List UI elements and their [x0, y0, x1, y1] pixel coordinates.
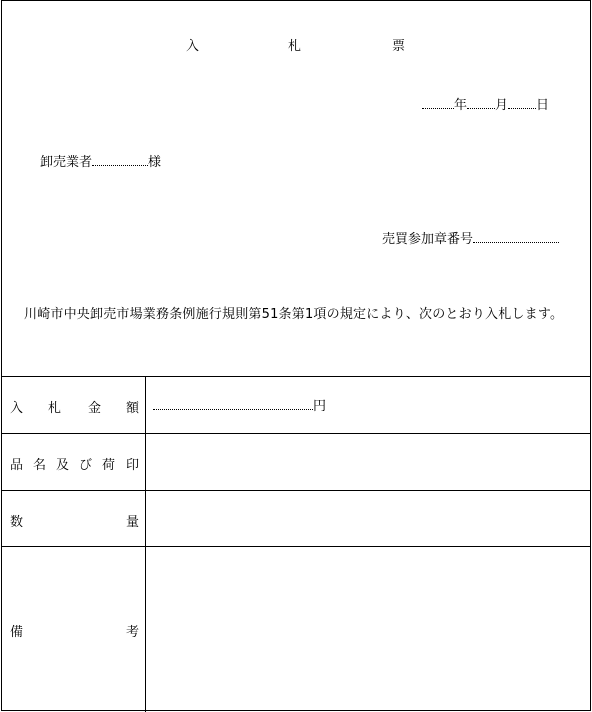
product-label-char: 及: [56, 458, 70, 473]
day-label: 日: [536, 98, 550, 113]
row-remarks: [2, 546, 590, 712]
recipient-suffix: 様: [148, 155, 162, 170]
title-char-1: 入: [186, 39, 200, 54]
row-product: [2, 433, 590, 490]
month-label: 月: [495, 98, 509, 113]
year-label: 年: [454, 98, 468, 113]
amount-label-char: 金: [88, 401, 102, 416]
title-char-3: 票: [392, 39, 406, 54]
amount-unit: 円: [313, 399, 327, 414]
product-label-char: 品: [10, 458, 24, 473]
recipient-prefix: 卸売業者: [40, 155, 93, 170]
participant-label: 売買参加章番号: [382, 232, 474, 247]
quantity-label-char: 量: [126, 515, 140, 530]
product-label-char: 名: [33, 458, 47, 473]
amount-input[interactable]: [153, 397, 313, 410]
wholesaler-name-field[interactable]: [92, 153, 148, 166]
amount-cell: [147, 377, 590, 433]
row-quantity: [2, 490, 590, 546]
participant-number-field[interactable]: [473, 230, 559, 243]
amount-label-char: 札: [48, 401, 62, 416]
amount-value: [153, 397, 326, 415]
amount-label-char: 額: [126, 401, 140, 416]
day-field[interactable]: [508, 96, 536, 109]
product-label-char: 荷: [102, 458, 116, 473]
year-field[interactable]: [422, 96, 454, 109]
product-label-char: び: [79, 458, 93, 473]
quantity-label-char: 数: [10, 515, 24, 530]
quantity-label: [2, 491, 146, 546]
recipient-line: [40, 153, 161, 171]
participant-line: [382, 230, 559, 248]
row-amount: [2, 376, 590, 433]
date-line: [422, 96, 549, 114]
amount-label-char: 入: [10, 401, 24, 416]
remarks-label-char: 考: [126, 625, 140, 640]
remarks-cell[interactable]: [147, 547, 590, 712]
form-title: [2, 39, 590, 55]
month-field[interactable]: [467, 96, 495, 109]
quantity-cell[interactable]: [147, 491, 590, 546]
product-cell[interactable]: [147, 434, 590, 490]
bid-form: [1, 0, 591, 711]
product-label: [2, 434, 146, 490]
remarks-label-char: 備: [10, 625, 24, 640]
title-char-2: 札: [288, 39, 302, 54]
remarks-label: [2, 547, 146, 712]
statement-text: 川崎市中央卸売市場業務条例施行規則第51条第1項の規定により、次のとおり入札します。: [24, 307, 564, 322]
amount-label: [2, 377, 146, 433]
product-label-char: 印: [126, 458, 140, 473]
